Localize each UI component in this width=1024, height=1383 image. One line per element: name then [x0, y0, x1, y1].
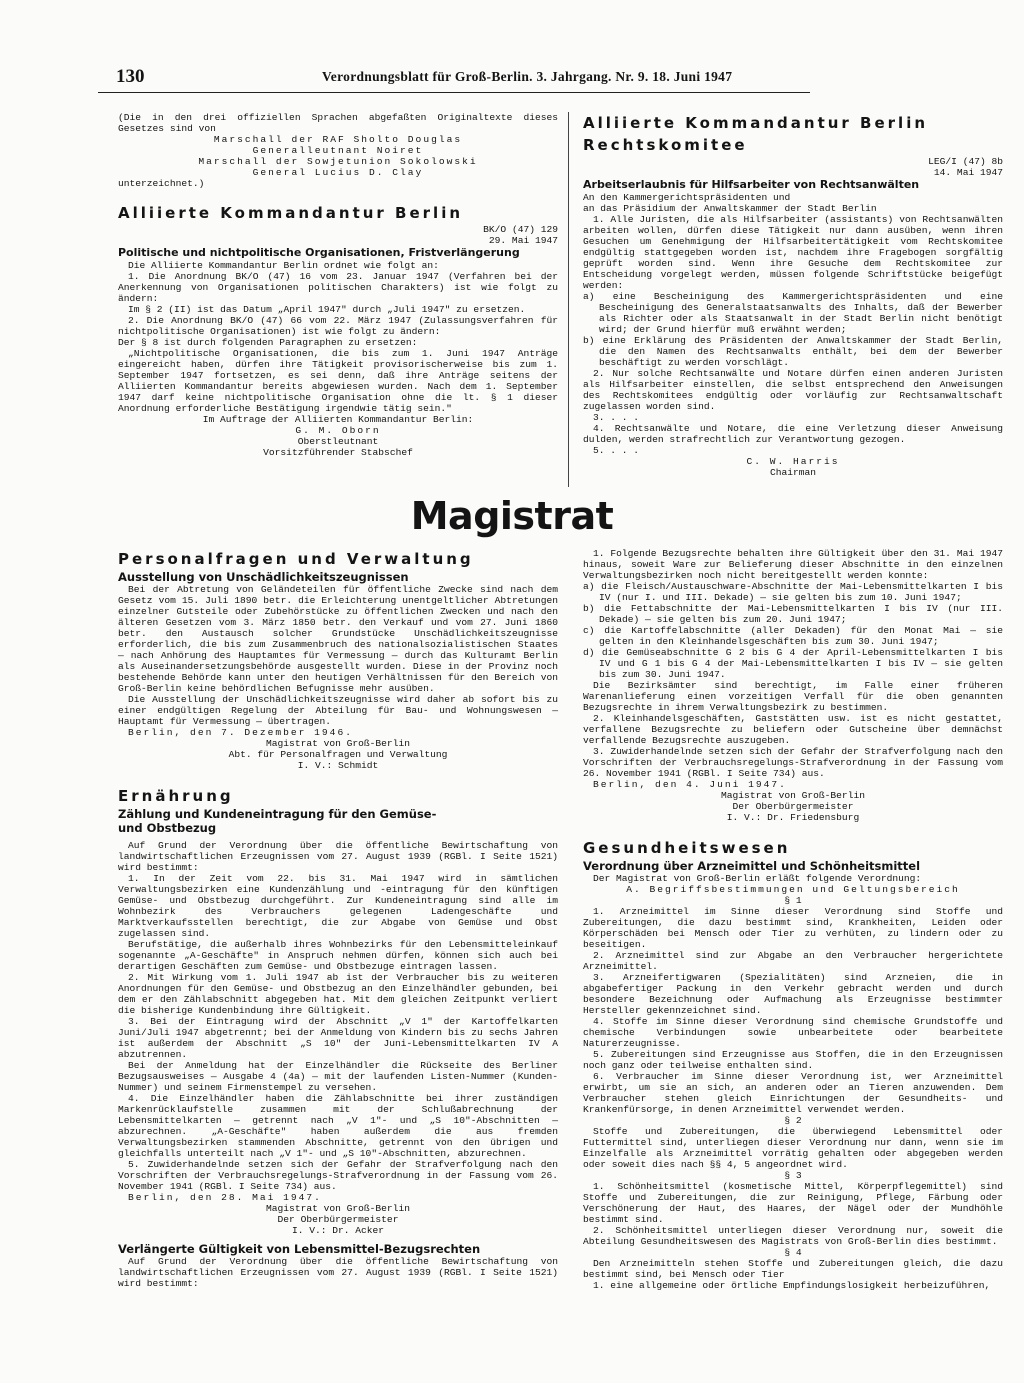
section-title: und Obstbezug: [118, 821, 217, 835]
section-heading-akb: Alliierte Kommandantur Berlin: [583, 114, 929, 132]
left-lower-column: [118, 548, 558, 1289]
order-title: Politische und nichtpolitische Organisationen, Fristverlängerung: [118, 246, 520, 259]
section-title: Verordnung über Arzneimittel und Schönheitsmittel: [583, 859, 921, 873]
column-divider: [568, 112, 569, 487]
signature-line: Magistrat von Groß-Berlin: [266, 1203, 410, 1214]
list-item: d) die Gemüseabschnitte G 2 bis G 4 der April-Lebensmittelkarten I bis IV und G 1 bis G 4 der Mai-Lebensmittelkarten I bis IV — sie gelten bis zum 30. Juni 1947.: [583, 647, 1003, 680]
paragraph: Die Alliierte Kommandantur Berlin ordnet wie folgt an:: [128, 260, 439, 271]
paragraph-sign: § 4: [784, 1247, 802, 1258]
paragraph: Im § 2 (II) ist das Datum „April 1947" durch „Juli 1947" zu ersetzen.: [128, 304, 526, 315]
paragraph: Die Bezirksämter sind berechtigt, im Falle einer früheren Warenanlieferung einen vorzeitigen Verfall für die oben genannten Bezugsrechte in ihrem Verwaltungsbezirk zu bestimmen.: [583, 680, 1003, 713]
right-lower-column: [583, 548, 1003, 1291]
magistrat-heading: Magistrat: [410, 494, 614, 538]
paragraph: 2. Nur solche Rechtsanwälte und Notare dürfen einen anderen Juristen als Hilfsarbeiter einstellen, die selbst entsprechend den Anweisungen des Rechtskomitees endgültig oder vorläufig zur Rechtsanwaltschaft zugelassen worden sind.: [583, 368, 1003, 412]
paragraph: Auf Grund der Verordnung über die öffentliche Bewirtschaftung von landwirtschaftlichen Erzeugnissen vom 27. August 1939 (RGBl. I Seite 1521) wird bestimmt:: [118, 840, 558, 873]
order-reference: LEG/I (47) 8b: [928, 156, 1003, 167]
signature-line: Der Oberbürgermeister: [277, 1214, 399, 1225]
list-item: a) die Fleisch/Austauschware-Abschnitte der Mai-Lebensmittelkarten I bis IV (nur I. und III. Dekade) — sie gelten bis zum 10. Juni 1947;: [583, 581, 1003, 603]
running-header: [98, 66, 810, 93]
right-top-column: [583, 112, 1003, 478]
section-heading-gesundheitswesen: Gesundheitswesen: [583, 839, 791, 857]
paragraph: Der § 8 ist durch folgenden Paragraphen zu ersetzen:: [118, 337, 418, 348]
signature-line: Abt. für Personalfragen und Verwaltung: [228, 749, 448, 760]
section-heading-personal: Personalfragen und Verwaltung: [118, 550, 474, 568]
left-top-column: [118, 112, 558, 458]
paragraph: 6. Verbraucher im Sinne dieser Verordnung ist, wer Arzneimittel erwirbt, um sie an sich, an anderen oder an Tieren anzuwenden. Dem Verbraucher stehen gleich Einrichtungen der Gesundheits- und Krankenfürsorge, in denen Arzneimittel verwendet werden.: [583, 1071, 1003, 1115]
paragraph: Stoffe und Zubereitungen, die überwiegend Lebensmittel oder Futtermittel sind, unterliegen dieser Verordnung nur dann, wenn sie im Einzelfalle als Arzneimittel vorrätig gehalten oder abgegeben werden oder soweit dies nach §§ 4, 5 angeordnet wird.: [583, 1126, 1003, 1170]
gazette-title: Verordnungsblatt für Groß-Berlin. 3. Jahrgang. Nr. 9. 18. Juni 1947: [322, 69, 733, 84]
signer-2: Generalleutnant Noiret: [252, 145, 424, 156]
section-title: Zählung und Kundeneintragung für den Gemüse-: [118, 807, 437, 821]
paragraph: 4. Rechtsanwälte und Notare, die eine Verletzung dieser Anweisung dulden, werden strafrechtlich zur Verantwortung gezogen.: [583, 423, 1003, 445]
paragraph: 2. Mit Wirkung vom 1. Juli 1947 ab ist der Verbraucher bis zu weiteren Anordnungen für den Gemüse- und Obstbezug an den Einzelhändler gebunden, bei dem er den Zählabschnitt abgegeben hat. Mit dem gleichen Zeitpunkt verliert die bisherige Kundenbindung ihre Gültigkeit.: [118, 972, 558, 1016]
paragraph: 2. Die Anordnung BK/O (47) 66 vom 22. März 1947 (Zulassungsverfahren für nichtpolitische Organisationen) ist wie folgt zu ändern:: [118, 315, 558, 337]
paragraph: 1. Schönheitsmittel (kosmetische Mittel, Körperpflegemittel) sind Stoffe und Zubereitungen, die zur Reinigung, Pflege, Färbung oder Verschönerung der Haut, des Haares, der Nägel oder der Mundhöhle bestimmt sind.: [583, 1181, 1003, 1225]
order-date: 29. Mai 1947: [488, 235, 558, 246]
subsection-title: A. Begriffsbestimmungen und Geltungsbereich: [626, 884, 960, 895]
list-item: b) die Fettabschnitte der Mai-Lebensmittelkarten I bis IV (nur III. Dekade) — sie gelten bis zum 20. Juni 1947;: [583, 603, 1003, 625]
paragraph: 2. Arzneimittel sind zur Abgabe an den Verbraucher hergerichtete Arzneimittel.: [583, 950, 1003, 972]
signature-rank: Oberstleutnant: [297, 436, 379, 447]
signer-3: Marschall der Sowjetunion Sokolowski: [198, 156, 478, 167]
signature-line: Der Oberbürgermeister: [732, 801, 854, 812]
section-heading-akb: Alliierte Kommandantur Berlin: [118, 204, 464, 222]
paragraph: 2. Kleinhandelsgeschäften, Gaststätten usw. ist es nicht gestattet, verfallene Bezugsrechte zu beliefern oder Gutscheine über demnächst verfallende Bezugsrechte auszugeben.: [583, 713, 1003, 746]
date-line: Berlin, den 7. Dezember 1946.: [128, 727, 353, 738]
signer-1: Marschall der RAF Sholto Douglas: [213, 134, 463, 145]
signature-line: Magistrat von Groß-Berlin: [721, 790, 865, 801]
paragraph: 3. . . .: [593, 412, 640, 423]
section-title: Verlängerte Gültigkeit von Lebensmittel-Bezugsrechten: [118, 1242, 481, 1256]
paragraph: Der Magistrat von Groß-Berlin erläßt folgende Verordnung:: [593, 873, 922, 884]
signature-role: Chairman: [769, 467, 817, 478]
intro-text: (Die in den drei offiziellen Sprachen abgefaßten Originaltexte dieses Gesetzes sind von: [118, 112, 558, 134]
signature-name: I. V.: Dr. Friedensburg: [726, 812, 860, 823]
signer-4: General Lucius D. Clay: [252, 167, 424, 178]
signed-text: unterzeichnet.): [118, 178, 205, 189]
signature-role: Vorsitzführender Stabschef: [263, 447, 413, 458]
paragraph: 1. In der Zeit vom 22. bis 31. Mai 1947 wird in sämtlichen Verwaltungsbezirken eine Kundenzählung und -eintragung für den künftigen Gemüse- und Obstbezug durchgeführt. Zur Kundeneintragung sind alle im Wohnbezirk des Verbrauchers gelegenen Ladengeschäfte und Marktverkaufsstellen berechtigt, die zur Abgabe von Gemüse und Obst zugelassen sind.: [118, 873, 558, 939]
order-date: 14. Mai 1947: [933, 167, 1003, 178]
signature-name: C. W. Harris: [746, 456, 840, 467]
paragraph: Bei der Anmeldung hat der Einzelhändler die Rückseite des Berliner Bezugsausweises — Ausgabe 4 (4a) — mit der laufenden Listen-Nummer (Kunden-Nummer) und seinem Firmenstempel zu versehen.: [118, 1060, 558, 1093]
paragraph: 1. Die Anordnung BK/O (47) 16 vom 23. Januar 1947 (Verfahren bei der Anerkennung von Organisationen politischen Charakters) ist wie folgt zu ändern:: [118, 271, 558, 304]
section-subheading-rechtskomitee: Rechtskomitee: [583, 136, 748, 154]
paragraph: 4. Die Einzelhändler haben die Zählabschnitte bei ihrer zuständigen Markenrücklaufstelle zusammen mit der Schlußabrechnung der Lebensmittelkarten — getrennt nach „V 1"- und „S 10"-Abschnitten — abzurechnen. „A-Geschäfte" haben außerdem die aus fremden Verwaltungsbezirken stammenden Abschnitte, getrennt von den übrigen und gleichfalls unterteilt nach „V 1"- und „S 10"-Abschnitten, abzurechnen.: [118, 1093, 558, 1159]
section-heading-ernaehrung: Ernährung: [118, 787, 234, 805]
page-number: 130: [116, 66, 145, 87]
signature-name: G. M. Oborn: [295, 425, 381, 436]
paragraph: 3. Arzneifertigwaren (Spezialitäten) sind Arzneien, die in abgabefertiger Packung in den Verkehr gebracht werden und durch besondere Bezeichnung oder Aufmachung als Erzeugnisse bestimmter Hersteller gekennzeichnet sind.: [583, 972, 1003, 1016]
list-item: b) eine Erklärung des Präsidenten der Anwaltskammer der Stadt Berlin, die den Namen des Rechtsanwalts enthält, bei dem der Bewerber beschäftigt zu werden vorschlägt.: [583, 335, 1003, 368]
paragraph: 2. Schönheitsmittel unterliegen dieser Verordnung nur, soweit die Abteilung Gesundheitswesen des Magistrats von Groß-Berlin dies bestimmt.: [583, 1225, 1003, 1247]
paragraph-sign: § 2: [784, 1115, 802, 1126]
paragraph: 3. Zuwiderhandelnde setzen sich der Gefahr der Strafverfolgung nach den Vorschriften der Verbrauchsregelungs-Strafverordnung in der Fassung vom 26. November 1941 (RGBl. I Seite 734) aus.: [583, 746, 1003, 779]
paragraph: 1. Arzneimittel im Sinne dieser Verordnung sind Stoffe und Zubereitungen, die dazu bestimmt sind, Krankheiten, Leiden oder Körperschäden bei Mensch oder Tier zu verhüten, zu lindern oder zu beseitigen.: [583, 906, 1003, 950]
paragraph: Auf Grund der Verordnung über die öffentliche Bewirtschaftung von landwirtschaftlichen Erzeugnissen vom 27. August 1939 (RGBl. I Seite 1521) wird bestimmt:: [118, 1256, 558, 1289]
paragraph: 5. Zubereitungen sind Erzeugnisse aus Stoffen, die in den Erzeugnissen noch ganz oder teilweise enthalten sind.: [583, 1049, 1003, 1071]
paragraph: 3. Bei der Eintragung wird der Abschnitt „V 1" der Kartoffelkarten Juni/Juli 1947 abgetrennt; bei der Anmeldung von Kindern bis zu sechs Jahren ist außerdem der Abschnitt „S 10" der Juni-Lebensmittelkarten IV A abzutrennen.: [118, 1016, 558, 1060]
paragraph: 5. Zuwiderhandelnde setzen sich der Gefahr der Strafverfolgung nach den Vorschriften der Verbrauchsregelungs-Strafverordnung in der Fassung vom 26. November 1941 (RGBl. I Seite 734) aus.: [118, 1159, 558, 1192]
list-item: c) die Kartoffelabschnitte (aller Dekaden) für den Monat Mai — sie gelten in den Kleinhandelsgeschäften bis zum 30. Juni 1947;: [583, 625, 1003, 647]
paragraph: Den Arzneimitteln stehen Stoffe und Zubereitungen gleich, die dazu bestimmt sind, bei Mensch oder Tier: [583, 1258, 1003, 1280]
order-title: Arbeitserlaubnis für Hilfsarbeiter von Rechtsanwälten: [583, 178, 920, 191]
list-item: a) eine Bescheinigung des Kammergerichtspräsidenten und eine Bescheinigung des Generalstaatsanwalts des Inhalts, daß der Bewerber als Richter oder als Staatsanwalt in der Stadt Berlin nicht benötigt wird; der Grund hierfür muß erwähnt werden;: [583, 291, 1003, 335]
paragraph: 4. Stoffe im Sinne dieser Verordnung sind chemische Grundstoffe und chemische Verbindungen sowie unbearbeitete oder bearbeitete Naturerzeugnisse.: [583, 1016, 1003, 1049]
paragraph-sign: § 1: [784, 895, 802, 906]
signature-name: I. V.: Schmidt: [297, 760, 379, 771]
paragraph: 1. eine allgemeine oder örtliche Empfindungslosigkeit herbeizuführen,: [593, 1280, 991, 1291]
paragraph-sign: § 3: [784, 1170, 802, 1181]
paragraph: Die Ausstellung der Unschädlichkeitszeugnisse wird daher ab sofort bis zu einer endgültigen Regelung der Abteilung für Bau- und Wohnungswesen — Hauptamt für Vermessung — übertragen.: [118, 694, 558, 727]
quoted-paragraph: „Nichtpolitische Organisationen, die bis zum 1. Juni 1947 Anträge eingereicht haben, dürfen ihre Tätigkeit provisorischerweise bis zum 1. September 1947 fortsetzen, es sei denn, daß ihre Anträge seitens der Alliierten Kommandantur bereits abgewiesen wurden. Nach dem 1. September 1947 darf keine nichtpolitische Organisation ohne die lt. § 1 dieser Anordnung erforderliche Bestätigung irgendwie tätig sein.": [118, 348, 558, 414]
paragraph: Im Auftrage der Alliierten Kommandantur Berlin:: [202, 414, 474, 425]
section-title: Ausstellung von Unschädlichkeitszeugnissen: [118, 570, 409, 584]
date-line: Berlin, den 4. Juni 1947.: [593, 779, 787, 790]
signature-name: I. V.: Dr. Acker: [291, 1225, 385, 1236]
order-reference: BK/O (47) 129: [483, 224, 558, 235]
signature-line: Magistrat von Groß-Berlin: [266, 738, 410, 749]
paragraph: Bei der Abtretung von Geländeteilen für öffentliche Zwecke sind nach dem Gesetz vom 15. Juli 1890 betr. die Erleichterung unentgeltlicher Abtretungen einzelner Gutsteile oder Zubehörstücke zu öffentlichen Zwecken und nach den älteren Gesetzen vom 3. März 1850 betr. den Verkauf und vom 27. Juni 1860 betr. den Austausch solcher Grundstücke Unschädlichkeitszeugnisse erforderlich, die bis zum Zusammenbruch des nationalsozialistischen Staates — nach Anhörung des Hauptamtes für Vermessung — durch das Kulturamt Berlin als Auseinandersetzungsbehörde ausgestellt wurden. Diese in der Provinz noch bestehende Behörde kann unter den heutigen Verhältnissen für den Bereich von Groß-Berlin keine behördlichen Befugnisse mehr ausüben.: [118, 584, 558, 694]
paragraph: Berufstätige, die außerhalb ihres Wohnbezirks für den Lebensmitteleinkauf sogenannte „A-Geschäfte" in Anspruch nehmen dürfen, können sich auch bei derartigen Geschäften zum Gemüse- und Obstbezuge eintragen lassen.: [118, 939, 558, 972]
addressee: an das Präsidium der Anwaltskammer der Stadt Berlin: [583, 203, 877, 214]
paragraph: 1. Folgende Bezugsrechte behalten ihre Gültigkeit über den 31. Mai 1947 hinaus, soweit Ware zur Belieferung dieser Abschnitte in den einzelnen Verwaltungsbezirken noch nicht bereitgestellt werden konnte:: [583, 548, 1003, 581]
addressee: An den Kammergerichtspräsidenten und: [583, 192, 791, 203]
paragraph: 5. . . .: [593, 445, 640, 456]
paragraph: 1. Alle Juristen, die als Hilfsarbeiter (assistants) von Rechtsanwälten arbeiten wollen, dürfen diese Tätigkeit nur dann ausüben, wenn ihren Gesuchen um Genehmigung der Hilfsarbeitertätigkeit vom Rechtskomitee endgültig stattgegeben worden ist, nachdem ihre Fragebogen sorgfältig geprüft worden sind. Wenn ihre Gesuche dem Rechtskomitee zur Entscheidung vorgelegt werden, müssen folgende Schriftstücke beigefügt werden:: [583, 214, 1003, 291]
date-line: Berlin, den 28. Mai 1947.: [128, 1192, 322, 1203]
